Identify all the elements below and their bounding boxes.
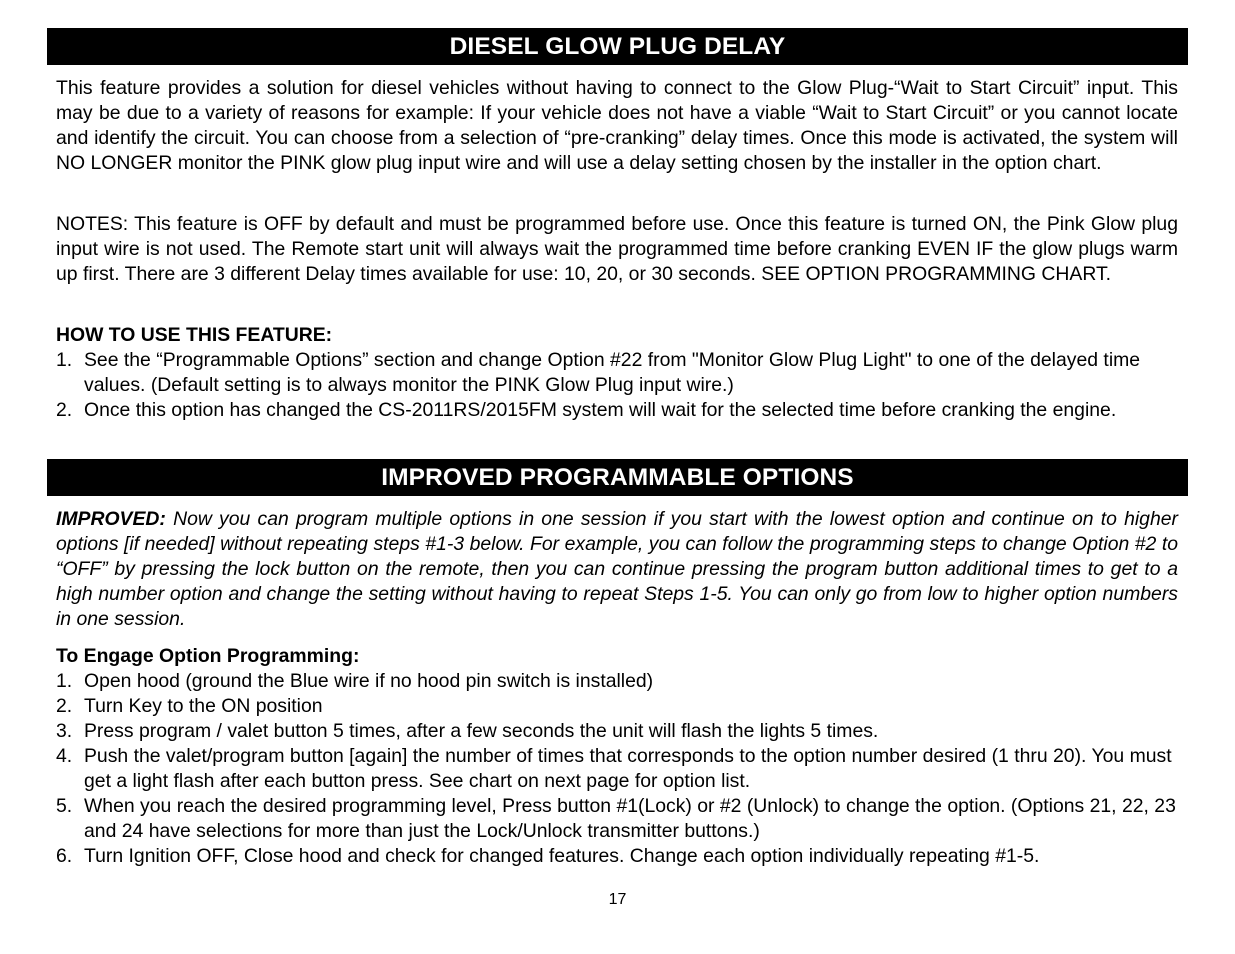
list-item	[56, 669, 1186, 694]
list-item	[56, 794, 1186, 844]
engage-option-programming-steps	[56, 669, 1186, 869]
step-number: 3.	[56, 720, 73, 742]
engage-option-programming-heading: To Engage Option Programming:	[56, 645, 360, 667]
step-number: 2.	[56, 399, 73, 421]
step-text: Turn Key to the ON position	[84, 695, 323, 717]
improved-lead: IMPROVED:	[56, 508, 166, 530]
list-item	[56, 719, 1186, 744]
intro-paragraph: This feature provides a solution for diesel vehicles without having to connect to the Glow Plug-“Wait to Start Circuit” input. This may be due to a variety of reasons for example: If your vehicle does not have a viable “Wait to Start Circuit” or you cannot locate and identify the circuit. You can choose from a selection of “pre-cranking” delay times. Once this mode is activated, the system will NO LONGER monitor the PINK glow plug input wire and will use a delay setting chosen by the installer in the option chart.	[56, 77, 1178, 174]
list-item	[56, 348, 1186, 398]
list-item	[56, 744, 1186, 794]
step-text: Press program / valet button 5 times, after a few seconds the unit will flash the lights 5 times.	[84, 720, 879, 742]
section-title-improved-programmable-options: IMPROVED PROGRAMMABLE OPTIONS	[47, 459, 1188, 496]
section-title-diesel-glow-plug-delay: DIESEL GLOW PLUG DELAY	[47, 28, 1188, 65]
page-number: 17	[608, 891, 627, 908]
step-number: 4.	[56, 745, 73, 767]
step-text: When you reach the desired programming level, Press button #1(Lock) or #2 (Unlock) to change the option. (Options 21, 22, 23 and 24 have selections for more than just the Lock/Unlock transmitter buttons.)	[84, 795, 1176, 842]
step-number: 1.	[56, 349, 73, 371]
list-item	[56, 694, 1186, 719]
step-text: Once this option has changed the CS-2011RS/2015FM system will wait for the selected time before cranking the engine.	[84, 399, 1117, 421]
improved-text: Now you can program multiple options in one session if you start with the lowest option and continue on to higher options [if needed] without repeating steps #1-3 below. For example, you can follow the programming steps to change Option #2 to “OFF” by pressing the lock button on the remote, then you can continue pressing the program button additional times to get to a high number option and change the setting without having to repeat Steps 1-5. You can only go from low to higher option numbers in one session.	[56, 508, 1178, 630]
step-number: 2.	[56, 695, 73, 717]
list-item	[56, 398, 1186, 423]
step-text: See the “Programmable Options” section and change Option #22 from "Monitor Glow Plug Light" to one of the delayed time values. (Default setting is to always monitor the PINK Glow Plug input wire.)	[84, 349, 1141, 396]
how-to-use-heading: HOW TO USE THIS FEATURE:	[56, 324, 333, 346]
step-text: Push the valet/program button [again] the number of times that corresponds to the option number desired (1 thru 20). You must get a light flash after each button press. See chart on next page for option list.	[84, 745, 1172, 792]
how-to-use-steps	[56, 348, 1186, 423]
step-text: Open hood (ground the Blue wire if no hood pin switch is installed)	[84, 670, 654, 692]
list-item	[56, 844, 1186, 869]
step-number: 6.	[56, 845, 73, 867]
step-number: 1.	[56, 670, 73, 692]
step-number: 5.	[56, 795, 73, 817]
notes-paragraph: NOTES: This feature is OFF by default and must be programmed before use. Once this feature is turned ON, the Pink Glow plug input wire is not used. The Remote start unit will always wait the programmed time before cranking EVEN IF the glow plugs warm up first. There are 3 different Delay times available for use: 10, 20, or 30 seconds. SEE OPTION PROGRAMMING CHART.	[56, 213, 1178, 285]
step-text: Turn Ignition OFF, Close hood and check for changed features. Change each option individually repeating #1-5.	[84, 845, 1040, 867]
improved-paragraph	[56, 507, 1178, 632]
